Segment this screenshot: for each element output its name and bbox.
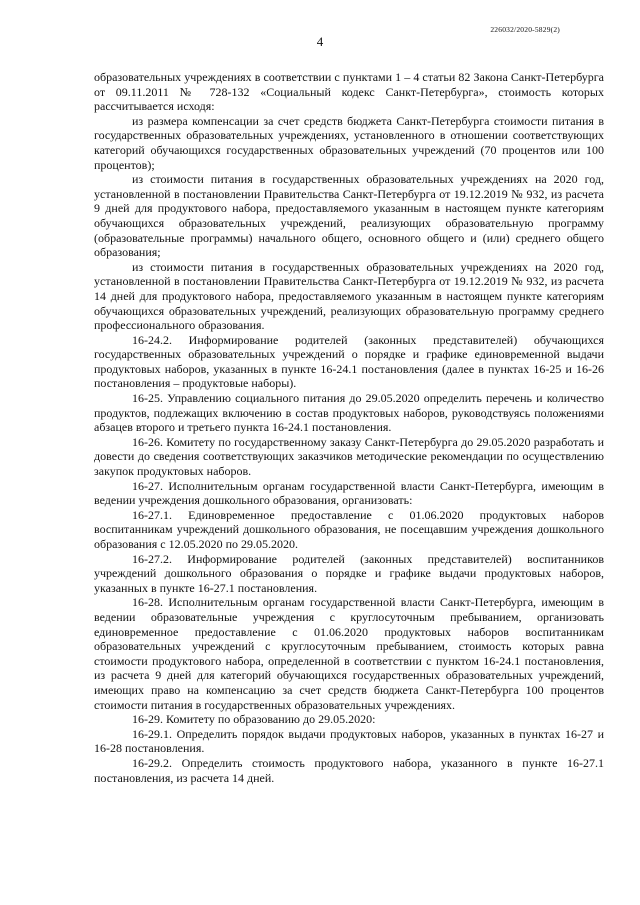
paragraph-16-24-2: 16-24.2. Информирование родителей (законных представителей) обучающихся государственных образовательных учреждений о порядке и графике единовременной выдачи продуктовых наборов, указанных в пункте 16-24.1 постановления (далее в пунктах 16-25 и 16-26 постановления – продуктовые наборы). [94, 332, 604, 391]
paragraph-16-29: 16-29. Комитету по образованию до 29.05.2020: [132, 712, 376, 727]
paragraph-16-27: 16-27. Исполнительным органам государственной власти Санкт-Петербурга, имеющим в ведении учреждения дошкольного образования, организовать: [94, 478, 604, 508]
paragraph-continuation: образовательных учреждениях в соответствии с пунктами 1 – 4 статьи 82 Закона Санкт-Петербурга от 09.11.2011 № 728-132 «Социальный кодекс Санкт-Петербурга», стоимость которых рассчитывается исходя: [94, 70, 604, 114]
paragraph-14-day-set: из стоимости питания в государственных образовательных учреждениях на 2020 год, установленной в постановлении Правительства Санкт-Петербурга от 19.12.2019 № 932, из расчета 14 дней для продуктового набора, предоставляемого указанным в настоящем пункте категориям обучающихся образовательных учреждений, реализующих образовательную программу среднего профессионального образования. [94, 259, 604, 333]
paragraph-16-25: 16-25. Управлению социального питания до 29.05.2020 определить перечень и количество продуктов, подлежащих включению в состав продуктовых наборов, руководствуясь положениями абзацев второго и третьего пункта 16-24.1 постановления. [94, 391, 604, 435]
paragraph-16-26: 16-26. Комитету по государственному заказу Санкт-Петербурга до 29.05.2020 разработать и довести до сведения соответствующих заказчиков методические рекомендации по осуществлению закупок продуктовых наборов. [94, 434, 604, 479]
paragraph-16-27-2: 16-27.2. Информирование родителей (законных представителей) воспитанников учреждений дошкольного образования о порядке и графике выдачи продуктовых наборов, указанных в пункте 16-27.1 постановления. [94, 551, 604, 595]
document-body [94, 70, 604, 785]
paragraph-9-day-set: из стоимости питания в государственных образовательных учреждениях на 2020 год, установленной в постановлении Правительства Санкт-Петербурга от 19.12.2019 № 932, из расчета 9 дней для продуктового набора, предоставляемого указанным в настоящем пункте категориям обучающихся образовательных учреждений, реализующих образовательную программу (образовательные программы) начального общего, основного общего и (или) среднего общего образования; [94, 172, 604, 260]
paragraph-16-29-1: 16-29.1. Определить порядок выдачи продуктовых наборов, указанных в пунктах 16-27 и 16-28 постановления. [94, 726, 604, 756]
page-number: 4 [316, 34, 324, 49]
paragraph-16-28: 16-28. Исполнительным органам государственной власти Санкт-Петербурга, имеющим в ведении образовательные учреждения с круглосуточным пребыванием, организовать единовременное предоставление с 01.06.2020 продуктовых наборов воспитанникам образовательных учреждений с круглосуточным пребыванием, стоимость которых равна стоимости продуктового набора, определенной в соответствии с пунктом 16-24.1 постановления, из расчета 9 дней для категорий обучающихся государственных образовательных учреждений, имеющих право на компенсацию за счет средств бюджета Санкт-Петербурга 100 процентов стоимости питания в государственных образовательных учреждениях. [94, 595, 604, 712]
document-registration-code: 226032/2020-5829(2) [490, 25, 560, 34]
paragraph-16-27-1: 16-27.1. Единовременное предоставление с 01.06.2020 продуктовых наборов воспитанникам учреждений дошкольного образования, не посещавшим учреждения дошкольного образования с 12.05.2020 по 29.05.2020. [94, 507, 604, 551]
paragraph-16-29-2: 16-29.2. Определить стоимость продуктового набора, указанного в пункте 16-27.1 постановления, из расчета 14 дней. [94, 755, 604, 785]
paragraph-compensation-basis: из размера компенсации за счет средств бюджета Санкт-Петербурга стоимости питания в государственных образовательных учреждениях, установленного в отношении соответствующих категорий обучающихся государственных образовательных учреждений (70 процентов или 100 процентов); [94, 113, 604, 172]
